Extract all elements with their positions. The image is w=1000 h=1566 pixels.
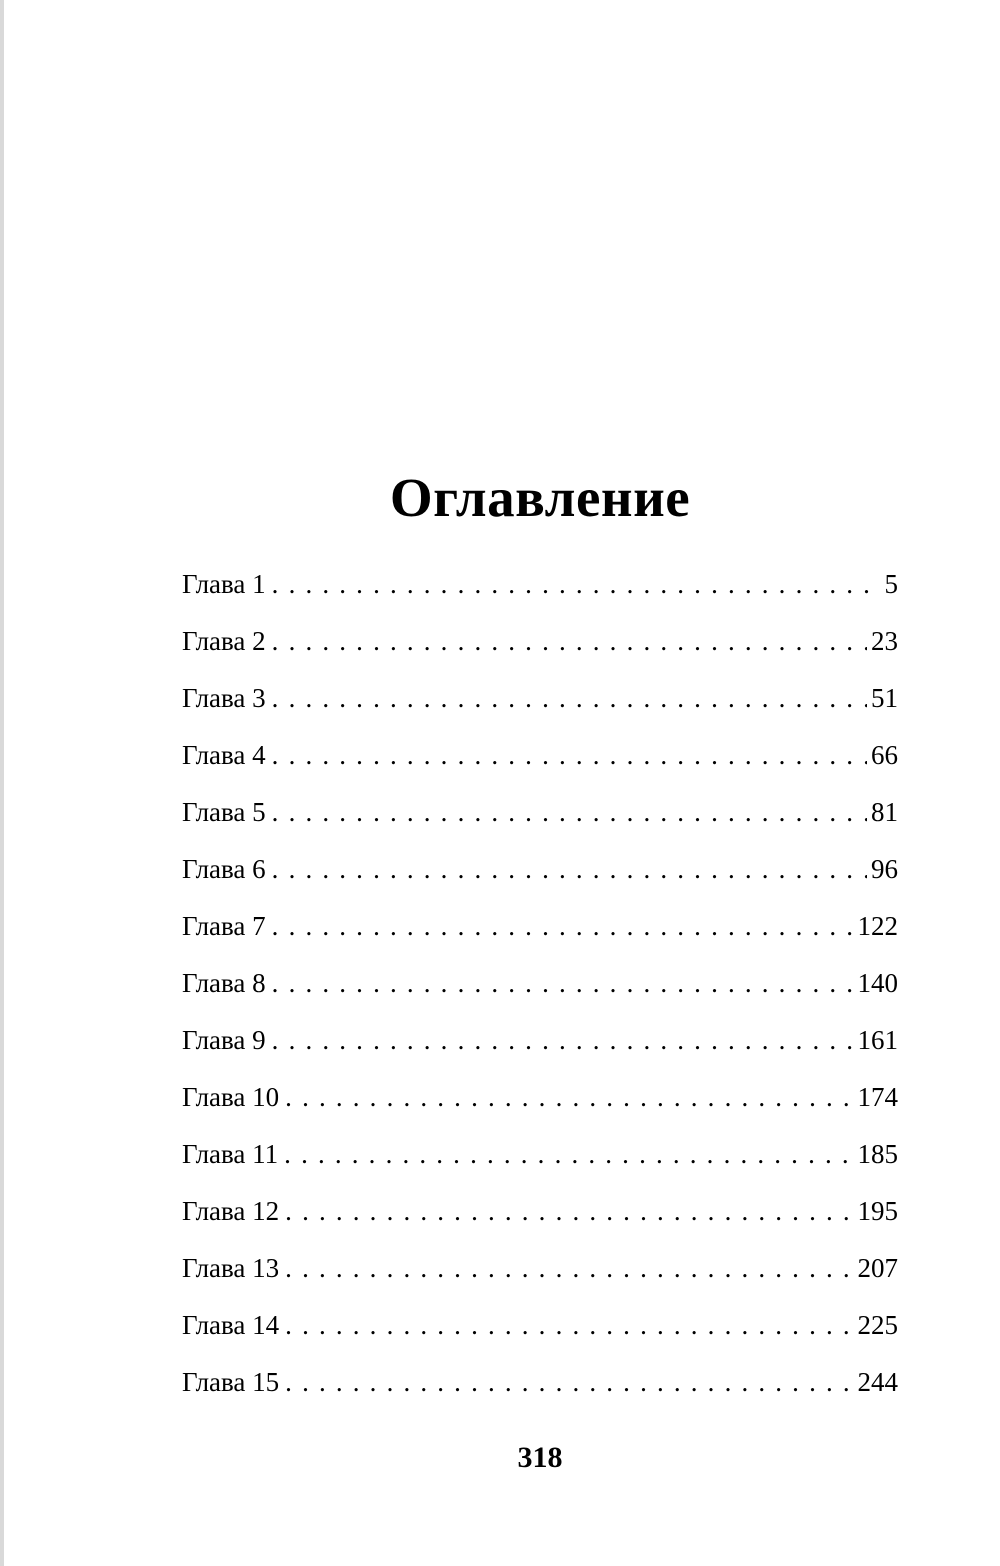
toc-entry[interactable] <box>182 784 898 841</box>
toc-entry[interactable] <box>182 727 898 784</box>
toc-entry[interactable] <box>182 1126 898 1183</box>
toc-entry[interactable] <box>182 1069 898 1126</box>
toc-entry-page: 96 <box>871 854 898 884</box>
toc-entry-label: Глава 11 <box>182 1139 279 1169</box>
toc-entry-label: Глава 9 <box>182 1025 266 1055</box>
toc-leader-dots <box>284 1126 853 1183</box>
toc-entry-label: Глава 3 <box>182 683 266 713</box>
toc-leader-dots <box>272 784 867 841</box>
toc-entry-page: 5 <box>884 569 898 599</box>
toc-leader-dots <box>272 727 867 784</box>
page-title: Оглавление <box>389 466 691 528</box>
toc-leader-dots <box>285 1297 853 1354</box>
toc-entry-page: 161 <box>857 1025 898 1055</box>
toc-entry-label: Глава 6 <box>182 854 266 884</box>
toc-entry[interactable] <box>182 670 898 727</box>
page-number: 318 <box>517 1441 563 1474</box>
toc-entry[interactable] <box>182 841 898 898</box>
toc-leader-dots <box>272 613 867 670</box>
toc-entry-page: 244 <box>857 1367 898 1397</box>
toc-entry[interactable] <box>182 955 898 1012</box>
toc-entry-label: Глава 10 <box>182 1082 280 1112</box>
toc-entry-label: Глава 15 <box>182 1367 280 1397</box>
toc-leader-dots <box>272 556 881 613</box>
toc-entry[interactable] <box>182 556 898 613</box>
toc-entry-label: Глава 2 <box>182 626 266 656</box>
toc-leader-dots <box>285 1183 853 1240</box>
toc-entry[interactable] <box>182 1240 898 1297</box>
toc-entry-page: 174 <box>857 1082 898 1112</box>
toc-entry[interactable] <box>182 613 898 670</box>
toc-entry[interactable] <box>182 1354 898 1411</box>
toc-entry[interactable] <box>182 1012 898 1069</box>
toc-leader-dots <box>272 955 854 1012</box>
toc-entry-label: Глава 4 <box>182 740 266 770</box>
toc-leader-dots <box>285 1069 853 1126</box>
toc-entry-page: 225 <box>857 1310 898 1340</box>
toc-entry-label: Глава 8 <box>182 968 266 998</box>
toc-entry-label: Глава 13 <box>182 1253 280 1283</box>
toc-leader-dots <box>285 1240 853 1297</box>
toc-leader-dots <box>272 1012 854 1069</box>
toc-entry[interactable] <box>182 898 898 955</box>
toc-entry[interactable] <box>182 1297 898 1354</box>
toc-entry[interactable] <box>182 1183 898 1240</box>
toc-leader-dots <box>272 898 854 955</box>
toc-leader-dots <box>272 670 867 727</box>
toc-entry-label: Глава 1 <box>182 569 266 599</box>
toc-entry-page: 51 <box>871 683 898 713</box>
toc-entry-page: 122 <box>857 911 898 941</box>
toc-entry-label: Глава 14 <box>182 1310 280 1340</box>
toc-leader-dots <box>272 841 867 898</box>
toc-entry-page: 207 <box>857 1253 898 1283</box>
toc-entry-page: 23 <box>871 626 898 656</box>
toc-entry-page: 140 <box>857 968 898 998</box>
toc-entry-label: Глава 7 <box>182 911 266 941</box>
page-edge <box>0 0 4 1566</box>
toc-entry-label: Глава 5 <box>182 797 266 827</box>
toc-entry-page: 81 <box>871 797 898 827</box>
toc-leader-dots <box>285 1354 853 1411</box>
toc-entry-page: 185 <box>857 1139 898 1169</box>
table-of-contents <box>182 556 898 1411</box>
toc-entry-page: 66 <box>871 740 898 770</box>
toc-entry-label: Глава 12 <box>182 1196 280 1226</box>
toc-entry-page: 195 <box>857 1196 898 1226</box>
